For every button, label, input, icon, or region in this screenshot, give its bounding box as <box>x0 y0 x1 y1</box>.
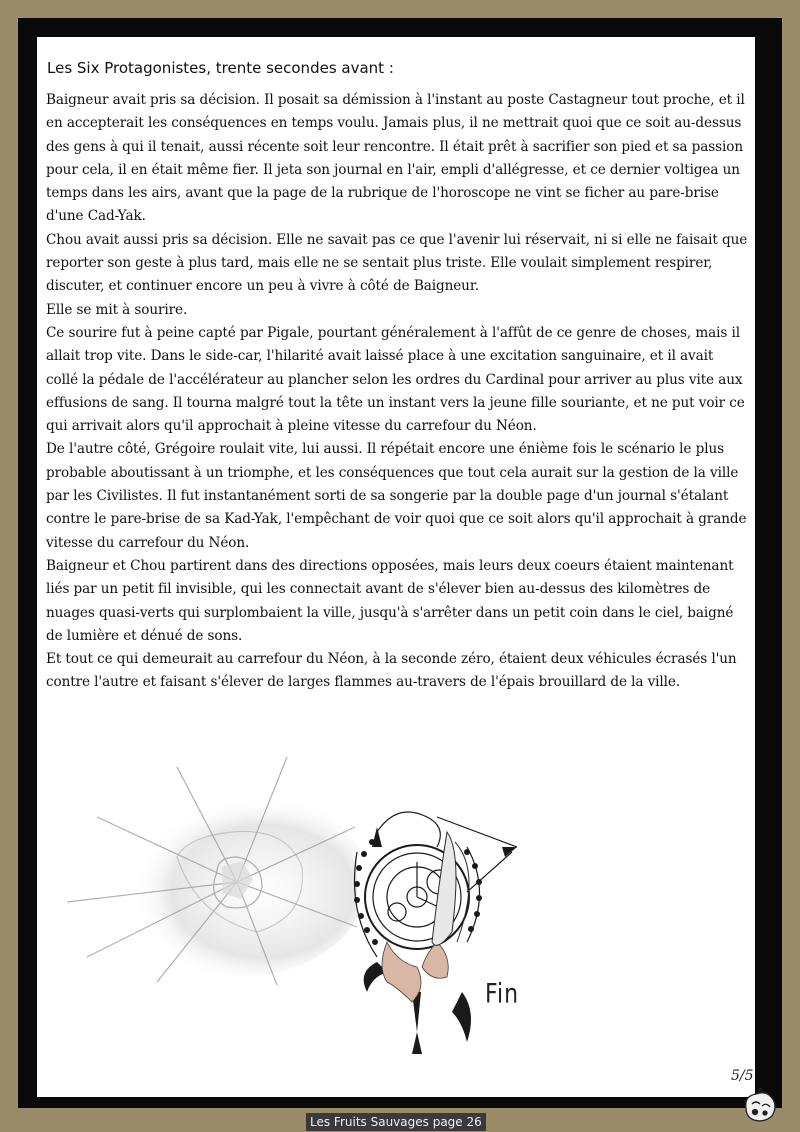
paragraph: Ce sourire fut à peine capté par Pigale, pourtant généralement à l'affût de ce genre de choses, mais il allait trop vite. Dans le side-car, l'hilarité avait laissé place à une excitation sanguinaire, et il avait collé la pédale de l'accélérateur au plancher selon les ordres du Cardinal pour arriver au plus vite aux effusions de sang. Il tourna malgré tout la tête un instant vers la jeune fille souriante, et ne put voir ce qui arrivait alors qu'il approchait à pleine vitesse du carrefour du Néon. <box>46 324 745 435</box>
paragraph: De l'autre côté, Grégoire roulait vite, lui aussi. Il répétait encore une énième fois le scénario le plus probable aboutissant à un triomphe, et les conséquences que tout cela aurait sur la gestion de la ville par les Civilistes. Il fut instantanément sorti de sa songerie par la double page d'un journal s'étalant contre le pare-brise de sa Kad-Yak, l'empêchant de voir quoi que ce soit alors qu'il approchait à grande vitesse du carrefour du Néon. <box>46 441 747 551</box>
page-number: 5/5 <box>731 1068 754 1084</box>
paragraph: Chou avait aussi pris sa décision. Elle ne savait pas ce que l'avenir lui réservait, ni si elle ne faisait que reporter son geste à plus tard, mais elle ne se sentait plus triste. Elle voulait simplement respirer, discuter, et continuer encore un peu à vivre à côté de Baigneur. <box>46 231 748 295</box>
paragraph: Et tout ce qui demeurait au carrefour du Néon, à la seconde zéro, étaient deux véhicules écrasés l'un contre l'autre et faisant s'élever de larges flammes au-travers de l'épais brouillard de la ville. <box>46 651 737 691</box>
fin-label: Fin <box>485 979 520 1010</box>
story-text <box>46 89 748 695</box>
clock-compass-icon <box>317 792 520 1057</box>
fruit-logo-icon <box>740 1086 780 1124</box>
broken-glass-icon <box>57 757 357 987</box>
section-heading: Les Six Protagonistes, trente secondes avant : <box>47 59 394 77</box>
paragraph: Elle se mit à sourire. <box>46 301 188 318</box>
paragraph: Baigneur avait pris sa décision. Il posait sa démission à l'instant au poste Castagneur tout proche, et il en accepterait les conséquences en temps voulu. Jamais plus, il ne mettrait quoi que ce soit au-dessus des gens à qui il tenait, aussi récente soit leur rencontre. Il était prêt à sacrifier son pied et sa passion pour cela, il en était même fier. Il jeta son journal en l'air, empli d'allégresse, et ce dernier voltigea un temps dans les airs, avant que la page de la rubrique de l'horoscope ne vint se ficher au pare-brise d'une Cad-Yak. <box>46 92 745 225</box>
footer-label: Les Fruits Sauvages page 26 <box>306 1113 486 1131</box>
document-page <box>37 37 755 1097</box>
paragraph: Baigneur et Chou partirent dans des directions opposées, mais leurs deux coeurs étaient maintenant liés par un petit fil invisible, qui les connectait avant de s'élever bien au-dessus des kilomètres de nuages quasi-verts qui surplombaient la ville, jusqu'à s'arrêter dans un petit coin dans le ciel, baigné de lumière et dénué de sons. <box>46 557 734 644</box>
